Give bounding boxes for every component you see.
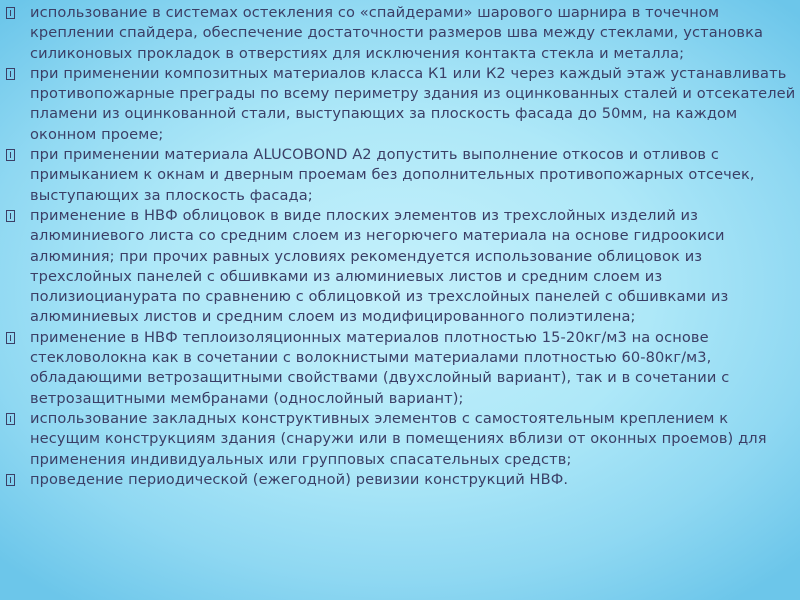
- bullet-item: [6, 3, 796, 64]
- bullet-text: при применении композитных материалов класса К1 или К2 через каждый этаж устанавливать противопожарные преграды по всему периметру здания из оцинкованных сталей и отсекателей пламени из оцинкованной стали, выступающих за плоскость фасада до 50мм, на каждом оконном проеме;: [30, 64, 796, 143]
- bullet-item: [6, 64, 796, 145]
- bullet-item: [6, 328, 796, 409]
- bullet-item: [6, 470, 796, 490]
- bullet-list: [6, 3, 796, 490]
- bullet-text: проведение периодической (ежегодной) ревизии конструкций НВФ.: [30, 470, 569, 488]
- bullet-item: [6, 206, 796, 328]
- bullet-text: применение в НВФ облицовок в виде плоских элементов из трехслойных изделий из алюминиевого листа со средним слоем из негорючего материала на основе гидроокиси алюминия; при прочих равных условиях рекомендуется использование облицовок из трехслойных панелей с обшивками из алюминиевых листов и средним слоем из полизиоцианурата по сравнению с облицовкой из трехслойных панелей с обшивками из алюминиевых листов и средним слоем из модифицированного полиэтилена;: [30, 206, 729, 326]
- bullet-text: использование в системах остекления со «спайдерами» шарового шарнира в точечном креплении спайдера, обеспечение достаточности размеров шва между стеклами, установка силиконовых прокладок в отверстиях для исключения контакта стекла и металла;: [30, 4, 764, 62]
- missing-glyph-bullet-icon: [6, 474, 15, 486]
- missing-glyph-bullet-icon: [6, 68, 15, 80]
- bullet-text: при применении материала ALUCOBOND A2 допустить выполнение откосов и отливов с примыканием к окнам и дверным проемам без дополнительных противопожарных отсечек, выступающих за плоскость фасада;: [30, 146, 755, 204]
- bullet-item: [6, 409, 796, 470]
- missing-glyph-bullet-icon: [6, 149, 15, 161]
- missing-glyph-bullet-icon: [6, 413, 15, 425]
- bullet-item: [6, 145, 796, 206]
- bullet-text: использование закладных конструктивных элементов с самостоятельным креплением к несущим конструкциям здания (снаружи или в помещениях вблизи от оконных проемов) для применения индивидуальных или групповых спасательных средств;: [30, 409, 767, 468]
- missing-glyph-bullet-icon: [6, 7, 15, 19]
- missing-glyph-bullet-icon: [6, 210, 15, 222]
- bullet-text: применение в НВФ теплоизоляционных материалов плотностью 15-20кг/м3 на основе стекловолокна как в сочетании с волокнистыми материалами плотностью 60-80кг/м3, обладающими ветрозащитными свойствами (двухслойный вариант), так и в сочетании с ветрозащитными мембранами (однослойный вариант);: [30, 328, 730, 407]
- missing-glyph-bullet-icon: [6, 332, 15, 344]
